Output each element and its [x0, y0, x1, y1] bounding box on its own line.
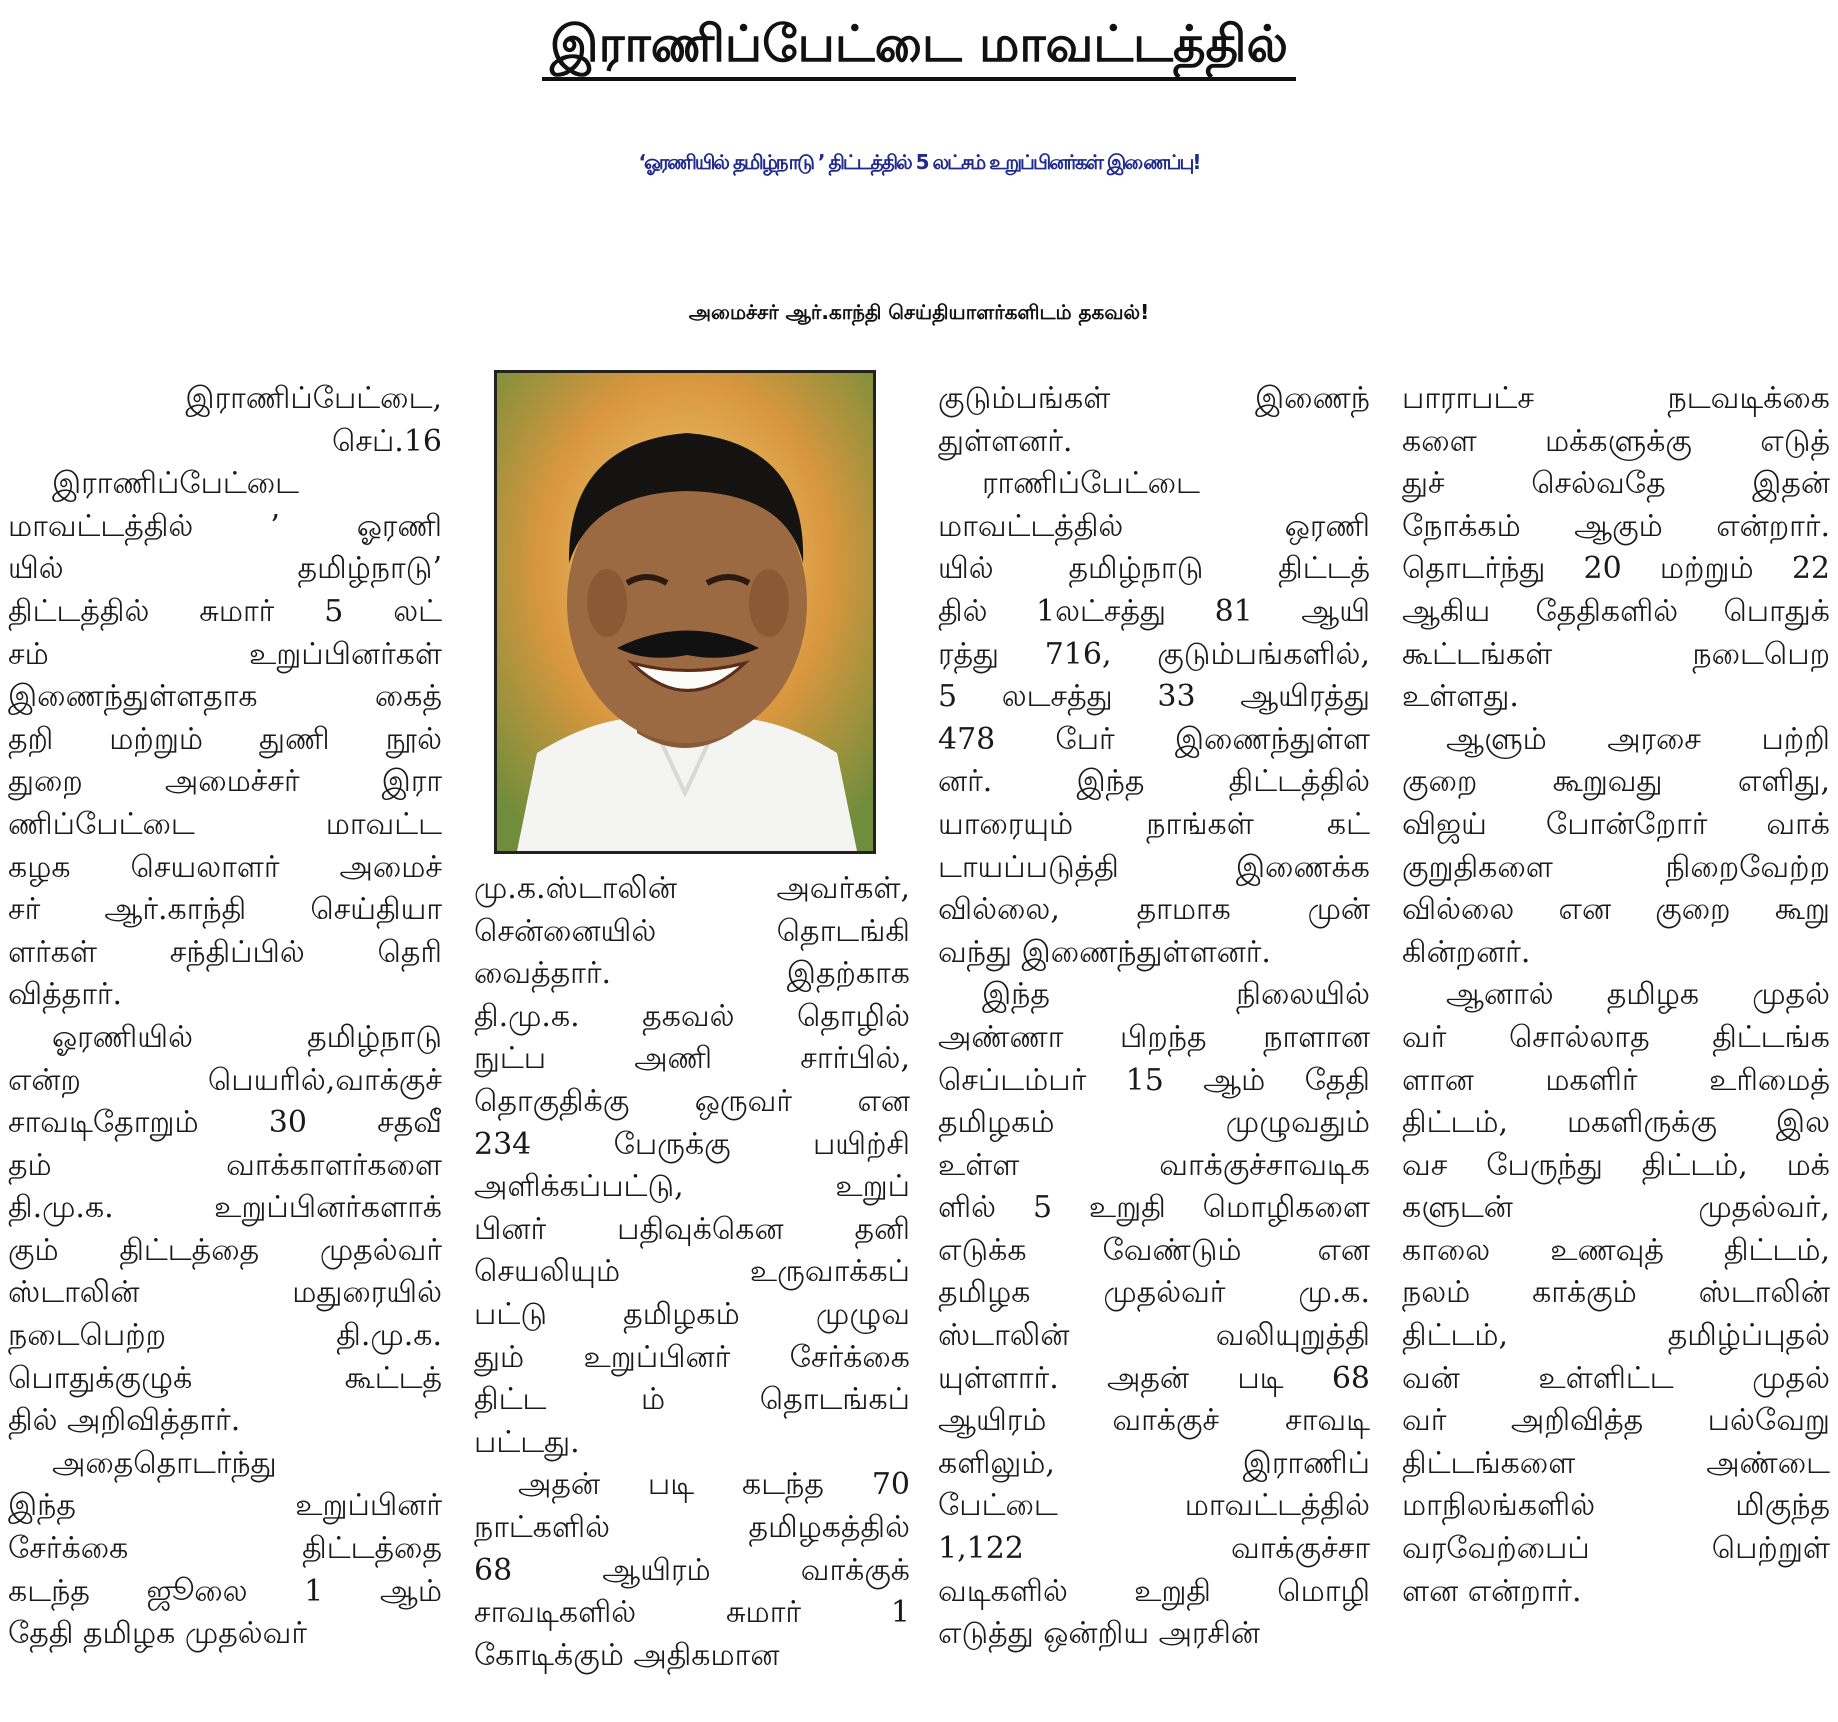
article-line: 68 ஆயிரம் வாக்குக் [474, 1552, 910, 1588]
article-line: வடிகளில் உறுதி மொழி [938, 1573, 1370, 1609]
article-line: தேதி தமிழக முதல்வர் [8, 1616, 308, 1652]
article-line: திட்டம், தமிழ்ப்புதல் [1402, 1318, 1830, 1354]
article-line: திட்டத்தில் சுமார் 5 லட் [8, 593, 442, 629]
article-line: இந்த உறுப்பினர் [8, 1488, 442, 1524]
article-line: சாவடிகளில் சுமார் 1 [474, 1595, 910, 1631]
article-line: ரத்து 716, குடும்பங்களில், [938, 636, 1370, 672]
article-line: பாராபட்ச நடவடிக்கை [1402, 381, 1830, 416]
article-line: சாவடிதோறும் 30 சதவீ [8, 1105, 442, 1141]
article-line: அதைதொடர்ந்து [52, 1445, 277, 1481]
article-line: கூட்டங்கள் நடைபெற [1402, 636, 1830, 672]
article-line: மாவட்டத்தில் ’ ஓரணி [8, 508, 442, 544]
sub-headline: அமைச்சர் ஆர்.காந்தி செய்தியாளர்களிடம் தகவல்! [688, 300, 1150, 324]
article-line: செப்டம்பர் 15 ஆம் தேதி [938, 1062, 1370, 1098]
article-line: யில் தமிழ்நாடு திட்டத் [938, 551, 1370, 587]
article-line: தில் 1லட்சத்து 81 ஆயி [938, 593, 1370, 629]
article-line: வர் அறிவித்த பல்வேறு [1402, 1403, 1830, 1439]
article-line: ஆனால் தமிழக முதல் [1446, 977, 1830, 1013]
article-line: ராணிப்பேட்டை [982, 466, 1200, 502]
article-line: வைத்தார். இதற்காக [474, 956, 910, 992]
article-line: 1,122 வாக்குச்சா [938, 1531, 1370, 1567]
article-line: களை மக்களுக்கு எடுத் [1402, 423, 1830, 459]
article-line: மாவட்டத்தில் ஒரணி [938, 508, 1370, 544]
article-line: அதன் படி கடந்த 70 [518, 1467, 910, 1503]
article-line: வில்லை என குறை கூறு [1402, 892, 1830, 928]
portrait-icon [497, 373, 873, 851]
article-column-4 [1402, 378, 1830, 1613]
article-line: டாயப்படுத்தி இணைக்க [938, 849, 1370, 885]
article-line: என்ற பெயரில்,வாக்குச் [8, 1062, 442, 1098]
article-line: தமிழகம் முழுவதும் [938, 1105, 1370, 1141]
article-column-1 [8, 378, 442, 1656]
article-line: 234 பேருக்கு பயிற்சி [474, 1126, 910, 1162]
article-line: வில்லை, தாமாக முன் [938, 892, 1370, 928]
article-line: சேர்க்கை திட்டத்தை [8, 1531, 442, 1567]
article-line: கின்றனர். [1402, 934, 1531, 970]
article-line: யுள்ளார். அதன் படி 68 [938, 1360, 1370, 1396]
article-line: சென்னையில் தொடங்கி [474, 913, 910, 949]
article-line: திட்டங்களை அண்டை [1402, 1445, 1830, 1481]
article-line: தில் அறிவித்தார். [8, 1403, 241, 1439]
article-line: ஸ்டாலின் மதுரையில் [8, 1275, 442, 1311]
article-column-3 [938, 378, 1370, 1656]
article-line: வந்து இணைந்துள்ளனர். [938, 934, 1271, 970]
article-line: துறை அமைச்சர் இரா [8, 764, 442, 800]
article-line: ளன என்றார். [1402, 1573, 1582, 1609]
article-line: திட்டம், மகளிருக்கு இல [1402, 1105, 1830, 1141]
article-line: சர் ஆர்.காந்தி செய்தியா [8, 892, 442, 928]
article-line: மு.க.ஸ்டாலின் அவர்கள், [474, 871, 910, 906]
article-line: ஸ்டாலின் வலியுறுத்தி [938, 1318, 1370, 1354]
article-line: பேட்டை மாவட்டத்தில் [938, 1488, 1370, 1524]
article-line: னர். இந்த திட்டத்தில் [938, 764, 1370, 800]
article-line: களுடன் முதல்வர், [1402, 1190, 1830, 1226]
article-line: குறுதிகளை நிறைவேற்ற [1402, 849, 1830, 885]
article-line: மாநிலங்களில் மிகுந்த [1402, 1488, 1830, 1524]
article-line: ளில் 5 உறுதி மொழிகளை [938, 1190, 1370, 1226]
article-line: களிலும், இராணிப் [938, 1445, 1370, 1481]
article-line: ஆகிய தேதிகளில் பொதுக் [1402, 593, 1830, 629]
article-line: கும் திட்டத்தை முதல்வர் [8, 1232, 442, 1268]
article-line: இராணிப்பேட்டை, [185, 381, 442, 416]
article-line: தொகுதிக்கு ஒருவர் என [474, 1083, 910, 1119]
article-line: கடந்த ஜூலை 1 ஆம் [8, 1573, 442, 1609]
article-line: வித்தார். [8, 977, 123, 1013]
article-line: திட்ட ம் தொடங்கப் [474, 1382, 910, 1418]
article-line: குடும்பங்கள் இணைந் [938, 381, 1370, 416]
article-line: தி.மு.க. தகவல் தொழில் [474, 998, 910, 1034]
main-headline: ‘ஓரணியில் தமிழ்நாடு ’ திட்டத்தில் 5 லட்சம் உறுப்பினர்கள் இணைப்பு! [638, 150, 1200, 174]
article-line: 5 லடசத்து 33 ஆயிரத்து [938, 679, 1370, 715]
article-line: செயலியும் உருவாக்கப் [474, 1254, 910, 1290]
article-line: உள்ள வாக்குச்சாவடிக [938, 1147, 1370, 1183]
article-line: தி.மு.க. உறுப்பினர்களாக் [8, 1190, 442, 1226]
article-line: யில் தமிழ்நாடு’ [8, 551, 442, 587]
article-line: இந்த நிலையில் [982, 977, 1370, 1013]
article-line: கோடிக்கும் அதிகமான [474, 1637, 780, 1673]
article-line: அளிக்கப்பட்டு, உறுப் [474, 1169, 910, 1205]
article-line: துள்ளனர். [938, 423, 1073, 459]
article-line: பட்டது. [474, 1424, 580, 1460]
article-line: வர் சொல்லாத திட்டங்க [1402, 1019, 1830, 1055]
article-line: சம் உறுப்பினர்கள் [8, 636, 442, 672]
article-line: ஆயிரம் வாக்குச் சாவடி [938, 1403, 1370, 1439]
article-line: தொடர்ந்து 20 மற்றும் 22 [1402, 551, 1830, 587]
article-line: இராணிப்பேட்டை [52, 466, 300, 502]
article-line: பட்டு தமிழகம் முழுவ [474, 1296, 910, 1332]
article-line: விஜய் போன்றோர் வாக் [1402, 806, 1830, 842]
minister-photo [494, 370, 876, 854]
article-line: செப்.16 [332, 423, 442, 459]
article-line: ளர்கள் சந்திப்பில் தெரி [8, 934, 442, 970]
article-line: நாட்களில் தமிழகத்தில் [474, 1509, 910, 1545]
article-line: எடுத்து ஒன்றிய அரசின் [938, 1616, 1261, 1652]
article-line: தமிழக முதல்வர் மு.க. [938, 1275, 1370, 1311]
article-line: தும் உறுப்பினர் சேர்க்கை [474, 1339, 910, 1375]
article-line: வரவேற்பைப் பெற்றுள் [1402, 1531, 1830, 1567]
article-line: வச பேருந்து திட்டம், மக் [1402, 1147, 1830, 1183]
article-column-2 [474, 868, 910, 1677]
article-line: அண்ணா பிறந்த நாளான [938, 1019, 1370, 1055]
article-line: 478 பேர் இணைந்துள்ள [938, 721, 1370, 757]
article-line: குறை கூறுவது எளிது, [1402, 764, 1830, 800]
kicker-heading: இராணிப்பேட்டை மாவட்டத்தில் [0, 12, 1838, 76]
article-line: வன் உள்ளிட்ட முதல் [1402, 1360, 1830, 1396]
article-line: உள்ளது. [1402, 679, 1519, 715]
article-line: ஆளும் அரசை பற்றி [1446, 721, 1830, 757]
article-line: காலை உணவுத் திட்டம், [1402, 1232, 1830, 1268]
article-line: பொதுக்குழுக் கூட்டத் [8, 1360, 442, 1396]
article-line: நுட்ப அணி சார்பில், [474, 1041, 910, 1077]
article-line: தறி மற்றும் துணி நூல் [8, 721, 442, 757]
article-line: துச் செல்வதே இதன் [1402, 466, 1830, 502]
article-line: நடைபெற்ற தி.மு.க. [8, 1318, 442, 1354]
article-line: எடுக்க வேண்டும் என [938, 1232, 1370, 1268]
article-line: ளான மகளிர் உரிமைத் [1402, 1062, 1830, 1098]
article-line: ணிப்பேட்டை மாவட்ட [8, 806, 442, 842]
article-line: யாரையும் நாங்கள் கட் [938, 806, 1370, 842]
article-line: இணைந்துள்ளதாக கைத் [8, 679, 442, 715]
article-line: நோக்கம் ஆகும் என்றார். [1402, 508, 1830, 544]
article-line: பினர் பதிவுக்கென தனி [474, 1211, 910, 1247]
article-line: தம் வாக்காளர்களை [8, 1147, 442, 1183]
article-line: ஓரணியில் தமிழ்நாடு [52, 1019, 442, 1055]
article-line: கழக செயலாளர் அமைச் [8, 849, 442, 885]
article-line: நலம் காக்கும் ஸ்டாலின் [1402, 1275, 1830, 1311]
